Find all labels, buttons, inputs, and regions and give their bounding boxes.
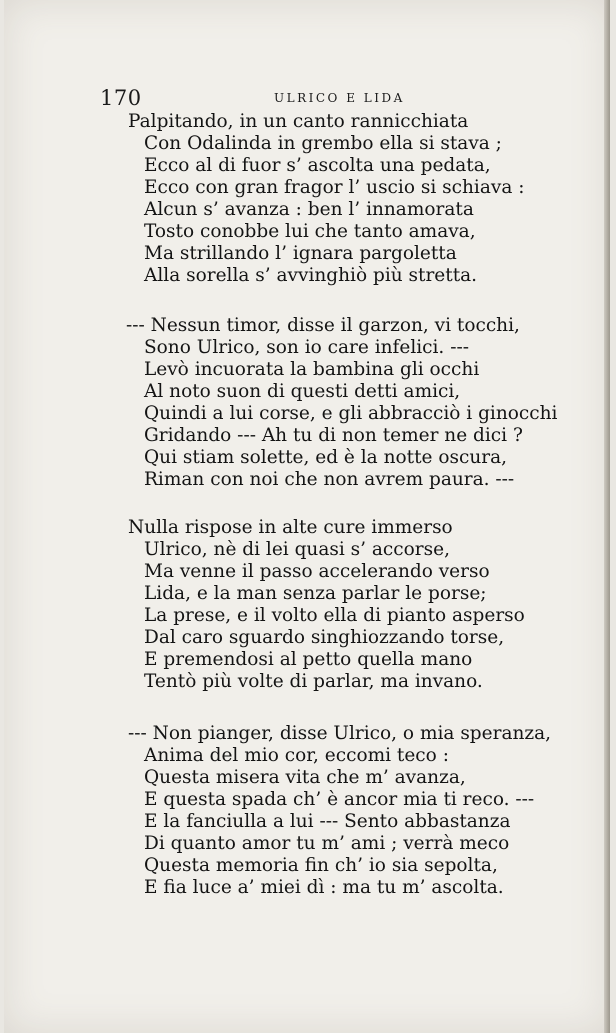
book-page [4,0,610,1033]
verse-line: Con Odalinda in grembo ella si stava ; [144,133,502,154]
verse-line: --- Non pianger, disse Ulrico, o mia speranza, [128,723,552,744]
verse-line: Dal caro sguardo singhiozzando torse, [144,627,505,648]
verse-line: Nulla rispose in alte cure immerso [128,517,453,538]
verse-line: Quindi a lui corse, e gli abbracciò i ginocchi [144,403,558,424]
verse-line: Sono Ulrico, son io care infelici. --- [144,337,469,358]
verse-line: E fia luce a’ miei dì : ma tu m’ ascolta. [144,877,504,898]
verse-line: Ecco al di fuor s’ ascolta una pedata, [144,155,491,176]
verse-line: Ma venne il passo accelerando verso [144,561,490,582]
page-number: 170 [100,86,142,110]
verse-line: Tentò più volte di parlar, ma invano. [144,671,483,692]
verse-line: E questa spada ch’ è ancor mia ti reco. --- [144,789,535,810]
verse-line: Ma strillando l’ ignara pargoletta [144,243,457,264]
verse-line: Ulrico, nè di lei quasi s’ accorse, [144,539,450,560]
verse-line: Questa misera vita che m’ avanza, [144,767,466,788]
verse-line: Lida, e la man senza parlar le porse; [144,583,487,604]
verse-line: Palpitando, in un canto rannicchiata [128,111,469,132]
verse-line: La prese, e il volto ella di pianto asperso [144,605,525,626]
verse-line: Levò incuorata la bambina gli occhi [144,359,480,380]
verse-line: Ecco con gran fragor l’ uscio si schiava : [144,177,525,198]
verse-line: Al noto suon di questi detti amici, [144,381,461,402]
verse-line: Tosto conobbe lui che tanto amava, [144,221,476,242]
page-header [4,86,610,112]
verse-line: Qui stiam solette, ed è la notte oscura, [144,447,507,468]
verse-line: Alla sorella s’ avvinghiò più stretta. [144,265,478,286]
page-edge [604,0,610,1033]
verse-line: Di quanto amor tu m’ ami ; verrà meco [144,833,510,854]
verse-line: Riman con noi che non avrem paura. --- [144,469,515,490]
verse-line: E premendosi al petto quella mano [144,649,473,670]
verse-line: --- Nessun timor, disse il garzon, vi tocchi, [126,315,520,336]
verse-line: E la fanciulla a lui --- Sento abbastanza [144,811,511,832]
verse-line: Alcun s’ avanza : ben l’ innamorata [144,199,474,220]
verse-line: Anima del mio cor, eccomi teco : [144,745,449,766]
verse-line: Questa memoria fin ch’ io sia sepolta, [144,855,498,876]
running-title: ULRICO E LIDA [274,91,405,105]
verse-line: Gridando --- Ah tu di non temer ne dici ? [144,425,523,446]
